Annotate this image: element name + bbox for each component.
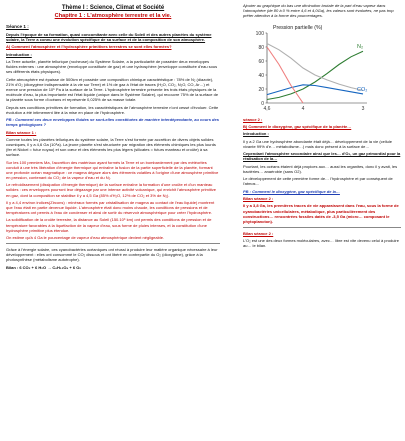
chapter-title: Chapitre 1 : L'atmosphère terrestre et la vie. [54, 13, 172, 19]
x-tick-label: 3 [361, 105, 365, 112]
y-tick-label: 0 [261, 100, 264, 107]
y-tick-label: 100 [255, 30, 264, 37]
bilan-2-paragraph: Il y a 3,8 Ga, les premières traces de vie apparaissent dans l'eau, sous la forme de cyanobactéries unicellulaires, métabolique, plus particulièrement des constructions… rencontrées fossiles datés de -3,5 Ga (micro… composant le phytoplancton). [243, 203, 399, 224]
session-2-paragraph-1: Il y a 2 Ga une hydrosphère abondante était déjà… développement de la vie (cellule vivante 99% d'e… métabolisme…) mais donc présent à la surface de… [243, 138, 392, 149]
bilan-paragraph-4: Il y a 4,4 environ indices(Zircons) : minéraux formés par cristallisation de magma au contact de l'eau liquide) montrent que l'eau était en partie devenue liquide. L'atmosphère était donc moins chaude, les conditions de pressions et de températures ont permis à l'eau de condenser et ainsi de sortir du réservoir atmosphérique pour créer l'hydrosphère. [6, 199, 215, 216]
y-tick-label: 40 [258, 72, 264, 79]
session-title: Séance 1 : [6, 24, 29, 29]
session-2-paragraph-2: Pourtant, les océans étaient déjà propices aux… aussi les organites, donc il y avait, les bactéries… anaérobie (sans O2). [243, 163, 398, 174]
bilan-paragraph-1: Comme toutes les planètes telluriques du système solaire, la Terre s'est formée par accrétion de divers objets solides cosmiques, il y a 4,6 Ga (10⁹a). La jeune planète s'est structurée par migration des éléments chimiques les plus lourds (fer et Nickel = futur noyau) et son cœur et des éléments les plus légers (silicates = futurs manteau et croûte) à sa surface. [6, 136, 216, 158]
bilan-heading: Bilan séance 1 : [6, 129, 37, 135]
series-line-3 [267, 47, 303, 103]
session-2-question: B) Comment le dioxygène, gaz spécifique de la planète… [243, 123, 352, 129]
bilan-paragraph-3: Le refroidissement (dissipation d'énergie thermique) de la surface entraîne la formation d'une croûte et d'un manteau solides : ces enveloppes pourront leur dégazage par une intense activité volcanique, qui enrichit l'atmosphère primitive en gaz, dont la composition se stabilise il y a 4,5 Ga (85% d'H₂O, 12% de CO₂ et 3% de N₂). [6, 182, 216, 198]
intro-paragraph: Depuis l'époque de sa formation, quasi concomitante avec celle du Soleil et des autres planètes du système solaire, la Terre a connu une évolution spécifique de sa surface et de la composition de son atmosphère. [6, 32, 212, 43]
session-2-title: séance 2 : [243, 116, 263, 122]
series-label: CO₂ [357, 86, 368, 93]
right-page-divider [243, 227, 401, 228]
bilan-paragraph-6: On estime qu'à 4 Ga le pourcentage de vapeur d'eau atmosphérique devient négligeable. [6, 235, 165, 241]
x-tick-label: 4 [301, 105, 305, 112]
y-tick-label: 80 [258, 44, 264, 51]
x-tick-label: 4,6 [263, 105, 271, 112]
y-tick-label: 20 [258, 86, 264, 93]
photosynthesis-equation: Bilan : 6 CO₂ + 6 H₂O → C₆H₁₂O₆ + 6 O₂ [6, 264, 82, 270]
chart-ticks [255, 30, 368, 112]
bilan-2-heading: Bilan séance 2 : [243, 196, 274, 202]
chart-instruction: Ajouter au graphique du bas une diminution brutale de la part d'eau vapeur dans l'atmosphère (de 80 à 0 % entre 4,6 et 4,0Ga), les valeurs sont évaluées, ne pas trop prêter attention à la forme des pourcentages. [243, 3, 394, 19]
section-a-heading: A) Comment l'atmosphère et l'hydrosphère primitives terrestres se sont elles formées? [6, 44, 172, 50]
series-line-2 [267, 43, 363, 90]
pressure-chart [243, 21, 401, 113]
y-axis-label: Pression partielle (%) [273, 24, 323, 31]
paragraph-3: Depuis ses conditions primitives de formation, les caractéristiques de l'atmosphère terrestre n'ont cessé d'évoluer. Cette évolution a été intimement liée à la mise en place de l'hydrosphère. [6, 104, 219, 115]
series-label: N₂ [357, 43, 364, 50]
paragraph-1: La Terre actuelle, planète tellurique (rocheuse) du Système Solaire, a la particularité de posséder deux enveloppes fluides externes : une atmosphère (enveloppe constituée de gaz) et une hydrosphère (enveloppe constituée d'eau sous ses différents états physiques). [6, 59, 218, 75]
bilan-paragraph-7: Grâce à l'énergie solaire, ces cyanobactéries océaniques ont réussi à produire leur matière organique nécessaire à leur développement : elles ont consommé le CO₂ dissous et ont libéré en contrepartie du O₂ (dioxygène), grâce à la photosynthèse (métabolisme autotrophe). [6, 247, 218, 263]
bilan-3-heading: Bilan séance 2 : [243, 230, 274, 236]
right-page [240, 0, 405, 441]
bilan-3-paragraph: L'O₂ est une des deux formes moléculaires, avec… libre est vite devenu celui à produire au… le bilan. [243, 238, 399, 249]
series-line-1 [267, 84, 363, 94]
chart-series [267, 43, 363, 103]
bilan-paragraph-2: Sur les 100 premiers Ma, l'accrétion des matériaux ayant formés la Terre et un bombardement par des météorites conduit à une très libération d'énergie thermique qui entraîne la fusion de la partie superficielle de la planète, formant une profonde océan magmatique : ce magma dégaze alors des éléments volatiles à l'origine d'une atmosphère primitive en pression, contenant du CO₂ de la vapeur d'eau et du N₂. [6, 159, 219, 180]
theme-title: Thème I : Science, Climat et Société [61, 5, 165, 11]
session-2-problem: PB : Comment le dioxygène, gaz spécifique de la… [243, 188, 340, 194]
page-divider [6, 243, 220, 244]
pressure-chart-svg [243, 21, 393, 113]
paragraph-2: Cette atmosphère est épaisse de 500km et possède une composition chimique caractéristique : 78% de N₂ (diazote), 21% d'O₂ (dioxygène indispensable à la vie sur Terre) et 1% de gaz à l'état de traces (H₂O, CO₂, N₂O, CO, Ar…) et exerce une pression de 10⁵ Pa à la surface de la Terre. L'hydrosphère terrestre présente les trois états physiques de la molécule d'eau, la plus importante est l'état liquide (unique dans le Système Solaire), qui recouvre 75% de la surface de la planète sous forme d'océans et représente 0,025% de sa masse totale. [6, 76, 219, 103]
y-tick-label: 60 [258, 58, 264, 65]
intro-label: Introduction : [6, 51, 32, 57]
bilan-paragraph-5: La solidification de la croûte terrestre, la distance au Soleil (150.10⁶ km) ont permis des conditions de pression et de température favorables à la liquéfaction de la vapeur d'eau, sous forme de pluies intenses, et la constitution d'une hydrosphère primitive plus étendue. [6, 217, 212, 233]
session-2-question-2: Cependant l'atmosphère secondaire ainsi que les… d'O₂, un gaz primordial pour la réalisation de la… [243, 151, 401, 162]
problem-statement: PB : Comment ces deux enveloppes fluides se sont-elles constituées de manière interdépendante, au cours des temps géologiques ? [6, 117, 219, 128]
session-2-paragraph-3: Le développement de cette première forme de… l'hydrosphère et par conséquent de l'atmos… [243, 176, 393, 187]
session-2-intro-label: Introduction : [243, 131, 269, 137]
